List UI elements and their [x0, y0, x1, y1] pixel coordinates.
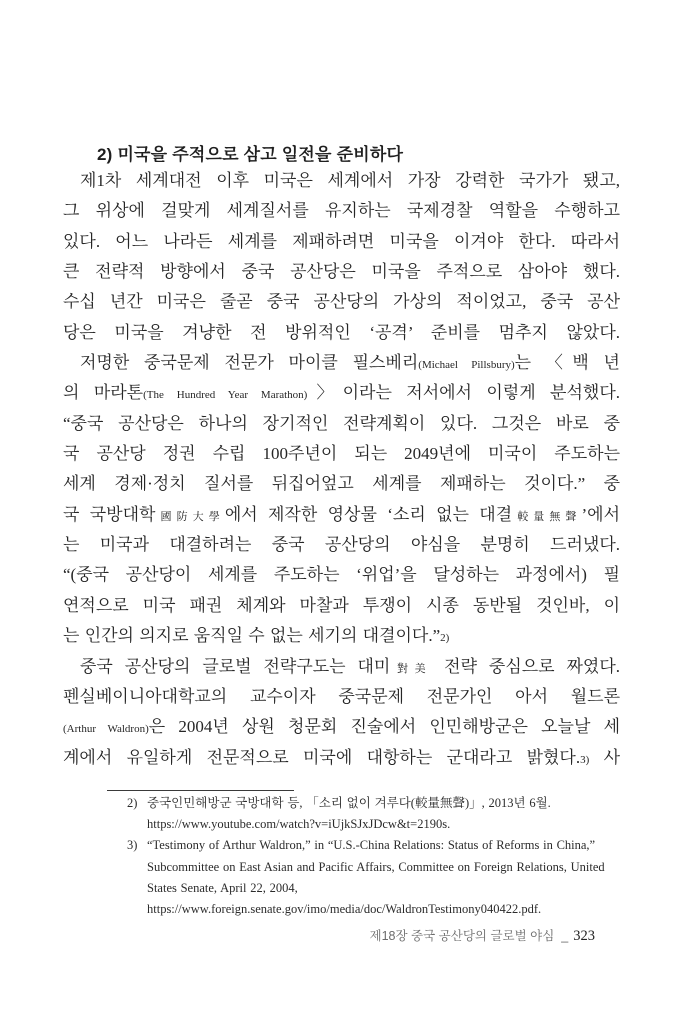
text-segment: 국 국방대학 [63, 504, 156, 524]
body-line [63, 712, 620, 742]
text-segment: 그 위상에 걸맞게 세계질서를 유지하는 국제경찰 역할을 수행하고 [63, 201, 620, 221]
text-segment: 당은 미국을 겨냥한 전 방위적인 ‘공격’ 준비를 멈추지 않았다. [63, 322, 620, 342]
text-segment: 〉이라는 저서에서 이렇게 분석했다. [307, 383, 620, 403]
footnote-text: States Senate, April 22, 2004, [147, 880, 298, 895]
footnote-2 [127, 793, 579, 835]
body-line [63, 257, 620, 287]
inline-hanja-annotation: 較量無聲 [512, 510, 582, 523]
body-line [63, 652, 620, 682]
text-segment: 펜실베이니아대학교의 교수이자 중국문제 전문가인 아서 월드론 [63, 686, 620, 706]
body-line [63, 439, 620, 469]
text-segment: 계에서 유일하게 전문적으로 미국에 대항하는 군대라고 밝혔다. [63, 747, 581, 767]
body-line [63, 287, 620, 317]
footnote-url: https://www.foreign.senate.gov/imo/media/doc/WaldronTestimony040422.pdf. [147, 902, 542, 917]
text-segment: “중국 공산당은 하나의 장기적인 전략계획이 있다. 그것은 바로 중 [63, 413, 620, 433]
text-segment: ’에서 [581, 504, 621, 524]
footnote-separator-rule [107, 790, 294, 791]
body-line [63, 166, 620, 196]
inline-hanja-annotation: 對美 [390, 662, 433, 675]
body-line [63, 469, 620, 499]
body-line [63, 743, 620, 773]
body-line [63, 348, 620, 378]
text-segment: 에서 제작한 영상물 ‘소리 없는 대결 [224, 504, 513, 524]
body-line [63, 227, 620, 257]
footnote-marker: 2) [127, 796, 138, 810]
footnotes [127, 793, 605, 920]
footnote-reference: 3) [580, 753, 590, 766]
text-segment: 전략 중심으로 짜였다. [432, 656, 620, 676]
body-line [63, 378, 620, 408]
text-segment: “(중국 공산당이 세계를 주도하는 ‘위업’을 달성하는 과정에서) 필 [63, 565, 620, 585]
page-footer [370, 926, 595, 946]
inline-hanja-annotation: 國防大學 [155, 510, 225, 523]
body-line [63, 682, 620, 712]
text-segment: 연적으로 미국 패권 체계와 마찰과 투쟁이 시종 동반될 것인바, 이 [63, 595, 620, 615]
footnote-body [147, 793, 579, 835]
footnote-text: “Testimony of Arthur Waldron,” in “U.S.-China Relations: Status of Reforms in China,” [147, 838, 596, 853]
body-line [63, 196, 620, 226]
text-segment: 국 공산당 정권 수립 100주년이 되는 2049년에 미국이 주도하는 [63, 444, 620, 464]
text-segment: 는 미국과 대결하려는 중국 공산당의 야심을 분명히 드러냈다. [63, 535, 620, 555]
text-segment: 제1차 세계대전 이후 미국은 세계에서 가장 강력한 국가가 됐고, [80, 171, 620, 190]
text-segment: 는 인간의 의지로 움직일 수 없는 세기의 대결이다.” [63, 626, 441, 646]
inline-annotation: (Michael Pillsbury) [418, 359, 515, 372]
inline-annotation: (Arthur Waldron) [63, 723, 149, 736]
footnote-3 [127, 835, 605, 920]
footnote-body [147, 835, 605, 920]
body-line [63, 500, 620, 530]
running-chapter-title: 제18장 중국 공산당의 글로벌 야심 [369, 929, 555, 943]
text-segment: 의 마라톤 [63, 383, 144, 403]
inline-annotation: (The Hundred Year Marathon) [143, 389, 308, 402]
body-line [63, 409, 620, 439]
body-text [63, 166, 620, 773]
footnote-marker: 3) [127, 838, 138, 853]
text-segment: 사 [589, 747, 620, 767]
body-line [63, 591, 620, 621]
footnote-url: https://www.youtube.com/watch?v=iUjkSJxJDcw&t=2190s. [147, 817, 451, 832]
text-segment: 큰 전략적 방향에서 중국 공산당은 미국을 주적으로 삼아야 했다. [63, 262, 620, 282]
body-line [63, 530, 620, 560]
text-segment: 있다. 어느 나라든 세계를 제패하려면 미국을 이겨야 한다. 따라서 [63, 231, 620, 251]
body-line [63, 560, 620, 590]
footer-separator: _ [561, 929, 569, 943]
page-number: 323 [573, 928, 595, 944]
body-line [63, 621, 620, 651]
text-segment: 수십 년간 미국은 줄곧 중국 공산당의 가상의 적이었고, 중국 공산 [63, 292, 620, 312]
text-segment: 세계 경제·정치 질서를 뒤집어엎고 세계를 제패하는 것이다.” 중 [63, 474, 620, 494]
footnote-reference: 2) [440, 632, 450, 645]
section-heading: 2) 미국을 주적으로 삼고 일전을 준비하다 [97, 145, 404, 164]
text-segment: 중국 공산당의 글로벌 전략구도는 대미 [80, 656, 391, 676]
footnote-text: 중국인민해방군 국방대학 등, 「소리 없이 겨루다(較量無聲)」, 2013년 6월. [147, 796, 551, 810]
footnote-text: Subcommittee on East Asian and Pacific Affairs, Committee on Foreign Relations, United [147, 859, 605, 874]
text-segment: 은 2004년 상원 청문회 진술에서 인민해방군은 오늘날 세 [148, 717, 620, 737]
body-line [63, 318, 620, 348]
text-segment: 저명한 중국문제 전문가 마이클 필스베리 [80, 353, 419, 373]
text-segment: 는 〈백 년 [514, 353, 620, 373]
